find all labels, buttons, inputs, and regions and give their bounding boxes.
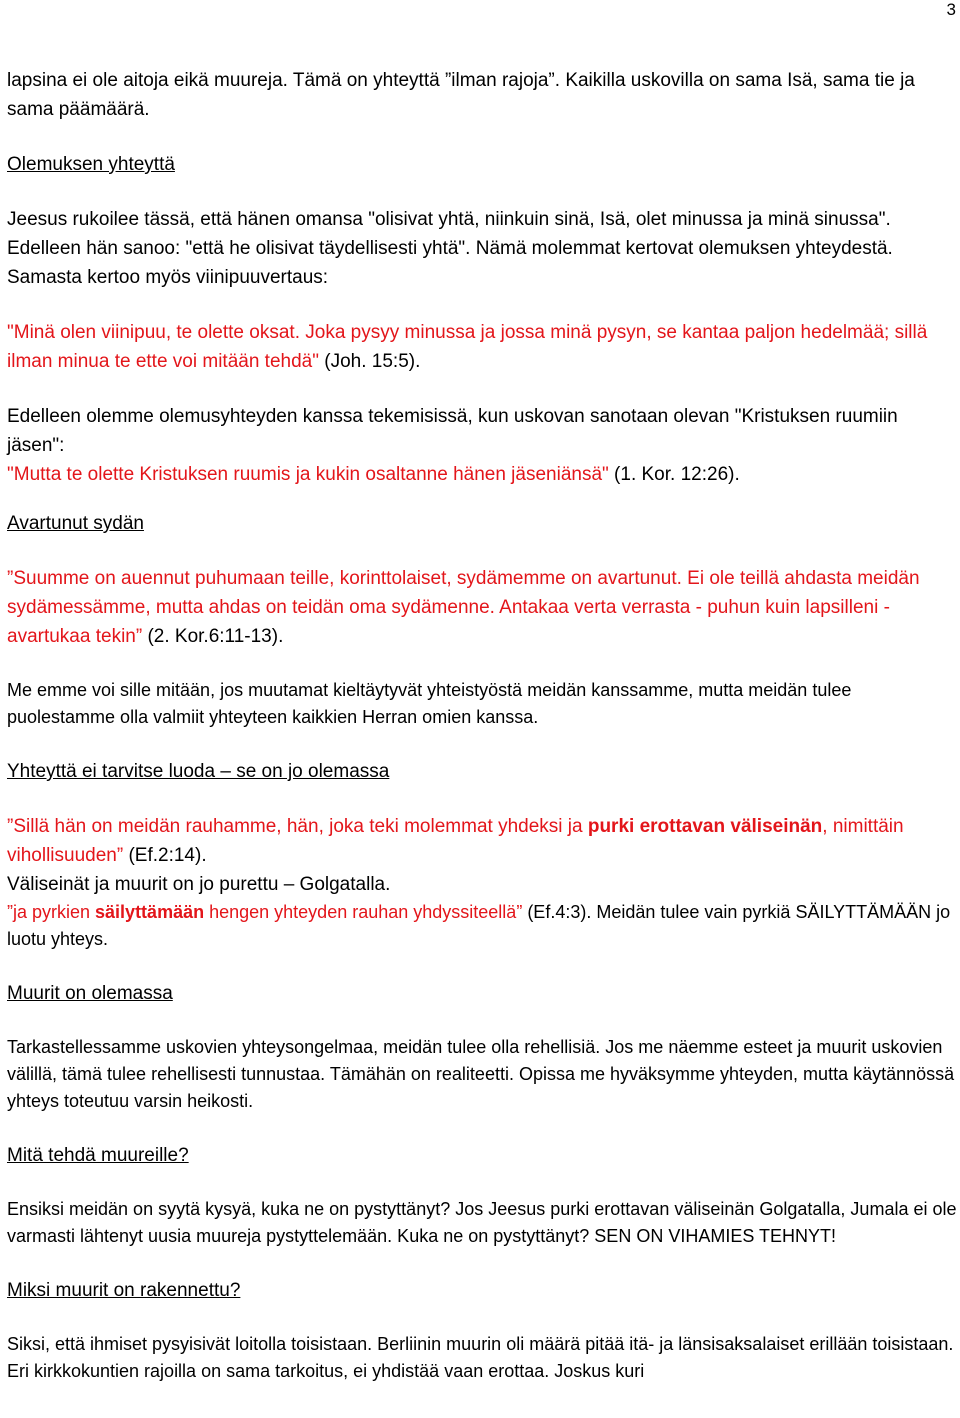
quote-vine-reference: (Joh. 15:5). (318, 351, 421, 372)
heading-yhteytta-ei-tarvitse-luoda: Yhteyttä ei tarvitse luoda – se on jo olemassa (7, 761, 390, 782)
heading-avartunut-sydan: Avartunut sydän (7, 513, 144, 534)
quote-peace-emphasis: purki erottavan väliseinän (587, 816, 823, 837)
quote-body-text: "Mutta te olette Kristuksen ruumis ja kukin osaltanne hänen jäseniänsä" (7, 464, 609, 485)
quote-open-heart-reference: (2. Kor.6:11-13). (142, 626, 284, 647)
quote-body-reference: (1. Kor. 12:26). (608, 464, 740, 485)
paragraph-honesty: Tarkastellessamme uskovien yhteysongelmaa, meidän tulee olla rehellisiä. Jos me näemme esteet ja muurit uskovien välillä, tämä tulee rehellisesti tunnustaa. Tämähän on realiteetti. Opissa me hyväksymme yhteyden, mutta käytännössä yhteys toteutuu varsin heikosti. (7, 1037, 955, 1111)
quote-unity-reference: (Ef.4:3). Meidän tulee vain pyrkiä SÄILYTTÄMÄÄN jo luotu yhteys. (7, 902, 951, 949)
paragraph-prayer (7, 205, 957, 292)
quote-unity (7, 899, 957, 953)
quote-peace-part2: , nimittäin vihollisuuden” (7, 816, 904, 866)
prayer-text: Jeesus rukoilee tässä, että hänen omansa "olisivat yhtä, niinkuin sinä, Isä, olet minussa ja minä sinussa". Edelleen hän sanoo: "että he olisivat täydellisesti yhtä". Nämä molemmat kertovat olemuksen yhteydestä. (7, 209, 893, 259)
quote-peace-part1: ”Sillä hän on meidän rauhamme, hän, joka teki molemmat yhdeksi ja (7, 816, 588, 837)
paragraph-walls-torn: Väliseinät ja muurit on jo purettu – Golgatalla. (7, 874, 391, 895)
quote-vine-part1: "Minä olen viinipuu, te olette oksat. (7, 322, 300, 343)
quote-peace (7, 812, 957, 870)
quote-unity-emphasis: säilyttämään (95, 902, 205, 922)
paragraph-body-member: Edelleen olemme olemusyhteyden kanssa tekemisissä, kun uskovan sanotaan olevan "Kristuksen ruumiin jäsen": (7, 406, 898, 456)
paragraph-cooperation: Me emme voi sille mitään, jos muutamat kieltäytyvät yhteistyöstä meidän kanssamme, mutta meidän tulee puolestamme olla valmiit yhteyteen kaikkien Herran omien kanssa. (7, 680, 852, 727)
quote-vine (7, 318, 957, 376)
document-body (7, 66, 957, 1385)
paragraph-who-built: Ensiksi meidän on syytä kysyä, kuka ne on pystyttänyt? Jos Jeesus purki erottavan väliseinän Golgatalla, Jumala ei ole varmasti lähtenyt uusia muureja pystyttelemään. Kuka ne on pystyttänyt? SEN ON VIHAMIES TEHNYT! (7, 1199, 957, 1246)
quote-vine-part2: Joka pysyy minussa ja jossa minä pysyn, se kantaa paljon hedelmää; sillä ilman minua te ette voi mitään tehdä" (7, 322, 928, 372)
paragraph-intro: lapsina ei ole aitoja eikä muureja. Tämä on yhteyttä ”ilman rajoja”. Kaikilla uskovilla on sama Isä, sama tie ja sama päämäärä. (7, 70, 915, 120)
heading-olemuksen-yhteytta: Olemuksen yhteyttä (7, 154, 175, 175)
quote-body (7, 460, 957, 489)
heading-mita-tehda-muureille: Mitä tehdä muureille? (7, 1145, 189, 1166)
heading-muurit-on-olemassa: Muurit on olemassa (7, 983, 173, 1004)
page-number: 3 (946, 0, 956, 19)
quote-unity-part2: hengen yhteyden rauhan yhdyssiteellä” (204, 902, 523, 922)
quote-open-heart (7, 564, 957, 651)
vine-intro-text: Samasta kertoo myös viinipuuvertaus: (7, 267, 329, 288)
quote-unity-part1: ”ja pyrkien (7, 902, 96, 922)
paragraph-why-walls: Siksi, että ihmiset pysyisivät loitolla toisistaan. Berliinin muurin oli määrä pitää itä- ja länsisaksalaiset erillään toisistaan. Eri kirkkokuntien rajoilla on sama tarkoitus, ei yhdistää vaan erottaa. Joskus kuri (7, 1334, 954, 1381)
quote-peace-reference: (Ef.2:14). (123, 845, 207, 866)
quote-open-heart-text: ”Suumme on auennut puhumaan teille, korinttolaiset, sydämemme on avartunut. Ei ole teillä ahdasta meidän sydämessämme, mutta ahdas on teidän oma sydämenne. Antakaa verta verrasta - puhun kuin lapsilleni - avartukaa tekin” (7, 568, 920, 647)
heading-miksi-muurit: Miksi muurit on rakennettu? (7, 1280, 241, 1301)
